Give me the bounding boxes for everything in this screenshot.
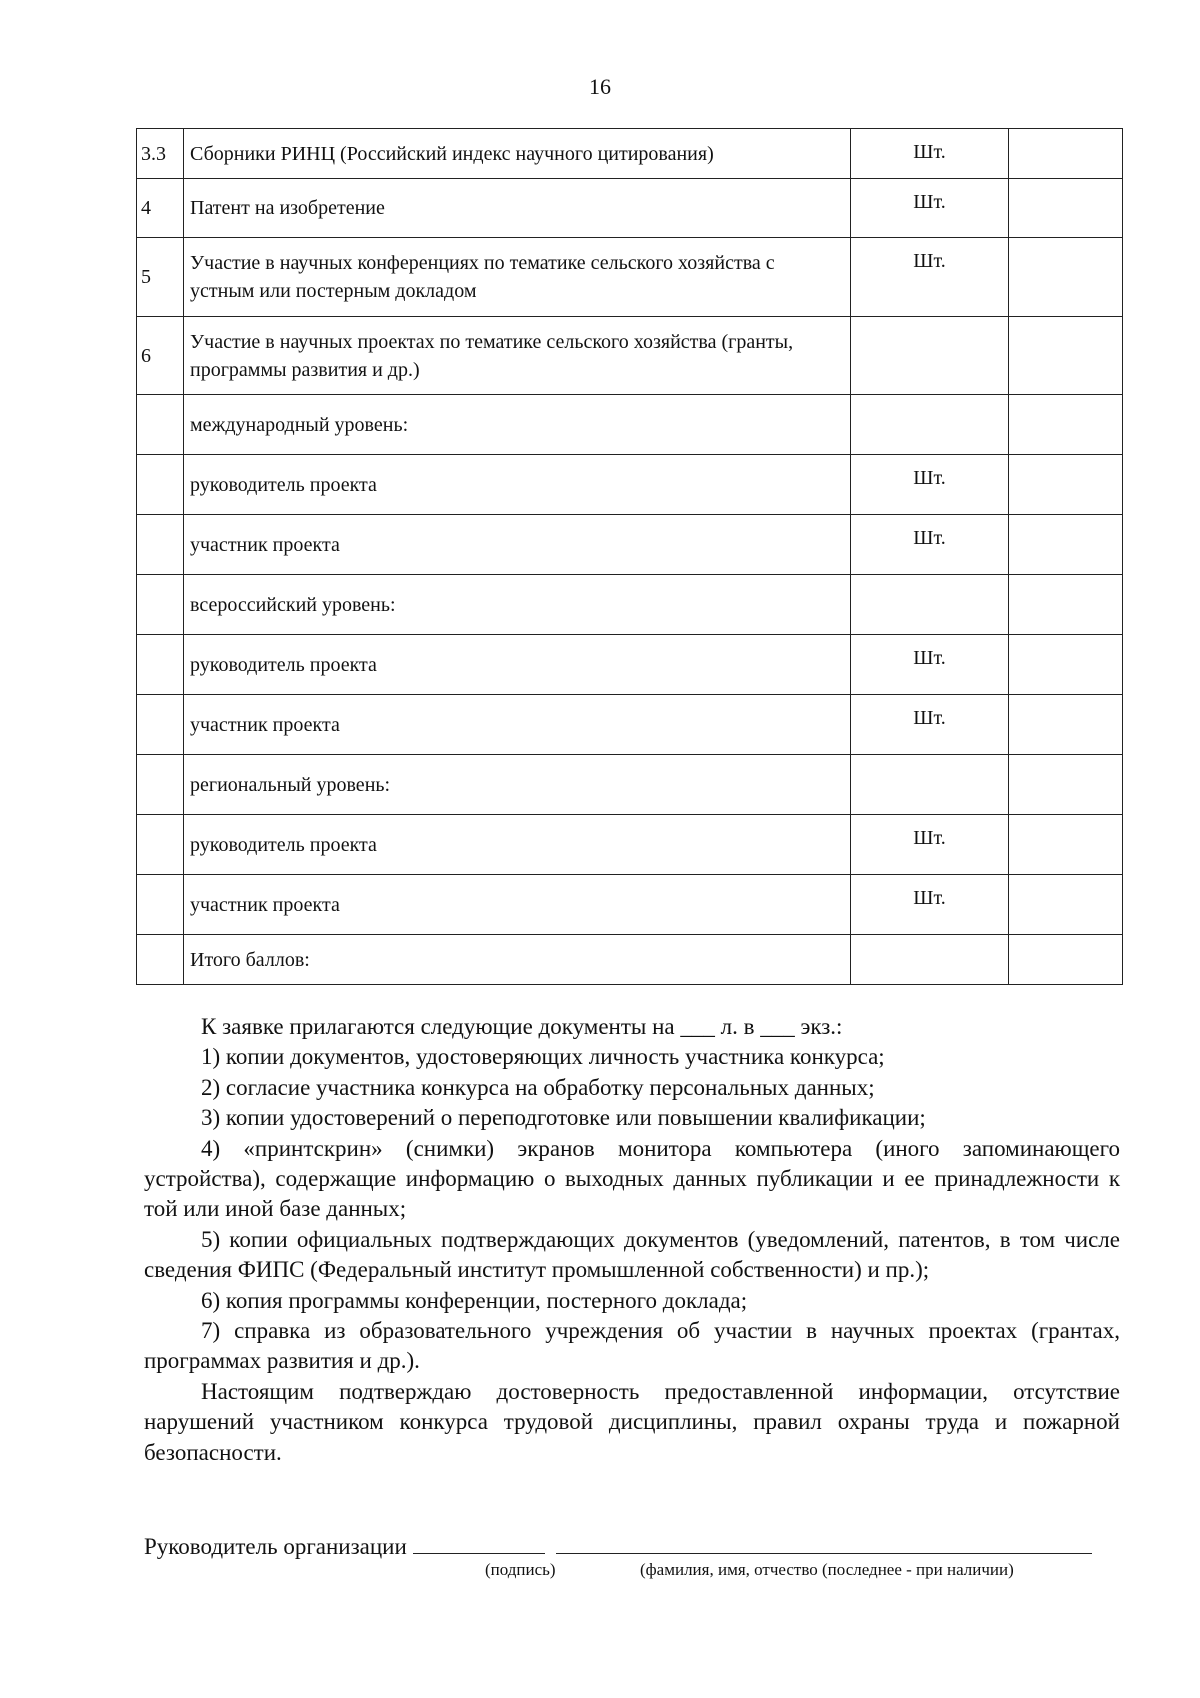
row-unit xyxy=(851,395,1009,455)
table-row xyxy=(137,575,1123,635)
table-row xyxy=(137,755,1123,815)
row-number xyxy=(137,515,184,575)
row-unit: Шт. xyxy=(851,129,1009,179)
row-unit xyxy=(851,575,1009,635)
table-row xyxy=(137,875,1123,935)
table-row xyxy=(137,815,1123,875)
attachment-item: 7) справка из образовательного учреждения об участии в научных проектах (грантах, программах развития и др.). xyxy=(144,1318,1120,1374)
confirmation-text: Настоящим подтверждаю достоверность предоставленной информации, отсутствие нарушений участником конкурса трудовой дисциплины, правил охраны труда и пожарной безопасности. xyxy=(144,1378,1120,1465)
row-label: региональный уровень: xyxy=(184,755,851,815)
row-number xyxy=(137,635,184,695)
value-cell[interactable] xyxy=(1009,455,1123,515)
table-row xyxy=(137,179,1123,238)
table-row xyxy=(137,935,1123,985)
value-cell[interactable] xyxy=(1009,129,1123,179)
attachment-item: 1) копии документов, удостоверяющих личность участника конкурса; xyxy=(201,1044,885,1070)
value-cell[interactable] xyxy=(1009,179,1123,238)
row-number xyxy=(137,815,184,875)
row-label: участник проекта xyxy=(184,695,851,755)
row-number xyxy=(137,575,184,635)
value-cell[interactable] xyxy=(1009,238,1123,317)
value-cell[interactable] xyxy=(1009,815,1123,875)
row-unit: Шт. xyxy=(851,238,1009,317)
row-label: руководитель проекта xyxy=(184,455,851,515)
row-unit: Шт. xyxy=(851,515,1009,575)
row-number: 5 xyxy=(137,238,184,317)
row-unit: Шт. xyxy=(851,179,1009,238)
row-unit: Шт. xyxy=(851,635,1009,695)
row-number: 4 xyxy=(137,179,184,238)
row-unit: Шт. xyxy=(851,455,1009,515)
table-row xyxy=(137,238,1123,317)
attachment-item: 3) копии удостоверений о переподготовке или повышении квалификации; xyxy=(201,1105,926,1131)
row-label: участник проекта xyxy=(184,875,851,935)
row-number: 6 xyxy=(137,317,184,395)
value-cell[interactable] xyxy=(1009,875,1123,935)
signature-field[interactable] xyxy=(413,1531,545,1554)
table-row xyxy=(137,317,1123,395)
row-number xyxy=(137,395,184,455)
value-cell[interactable] xyxy=(1009,635,1123,695)
row-unit xyxy=(851,317,1009,395)
value-cell[interactable] xyxy=(1009,755,1123,815)
attachment-item: 4) «принтскрин» (снимки) экранов монитора компьютера (иного запоминающего устройства), содержащие информацию о выходных данных публикации и ее принадлежности к той или иной базе данных; xyxy=(144,1135,1120,1222)
row-number xyxy=(137,935,184,985)
value-cell[interactable] xyxy=(1009,515,1123,575)
row-label: участник проекта xyxy=(184,515,851,575)
row-unit: Шт. xyxy=(851,815,1009,875)
row-unit: Шт. xyxy=(851,695,1009,755)
signature-line xyxy=(144,1531,1124,1560)
page-number: 16 xyxy=(589,74,611,99)
value-cell[interactable] xyxy=(1009,317,1123,395)
full-name-field[interactable] xyxy=(556,1531,1092,1554)
attachment-item: 6) копия программы конференции, постерного доклада; xyxy=(201,1287,748,1313)
attachment-item: 2) согласие участника конкурса на обработку персональных данных; xyxy=(201,1074,875,1100)
signature-caption: (подпись) xyxy=(485,1560,556,1579)
row-number: 3.3 xyxy=(137,129,184,179)
total-value-cell[interactable] xyxy=(1009,935,1123,985)
row-label: Участие в научных конференциях по тематике сельского хозяйства с устным или постерным докладом xyxy=(184,238,851,317)
row-number xyxy=(137,755,184,815)
table-row xyxy=(137,129,1123,179)
attachments-intro: К заявке прилагаются следующие документы на ___ л. в ___ экз.: xyxy=(201,1014,843,1039)
table-row xyxy=(137,635,1123,695)
score-table xyxy=(136,128,1123,985)
row-unit xyxy=(851,935,1009,985)
row-unit xyxy=(851,755,1009,815)
full-name-caption: (фамилия, имя, отчество (последнее - при наличии) xyxy=(640,1560,1014,1579)
table-row xyxy=(137,695,1123,755)
total-label: Итого баллов: xyxy=(184,935,851,985)
row-number xyxy=(137,455,184,515)
row-label: международный уровень: xyxy=(184,395,851,455)
attachments-section xyxy=(144,1012,1120,1468)
row-label: всероссийский уровень: xyxy=(184,575,851,635)
signature-label: Руководитель организации xyxy=(144,1534,407,1559)
table-row xyxy=(137,455,1123,515)
row-label: руководитель проекта xyxy=(184,815,851,875)
attachment-item: 5) копии официальных подтверждающих документов (уведомлений, патентов, в том числе сведения ФИПС (Федеральный институт промышленной собственности) и пр.); xyxy=(144,1226,1120,1283)
table-row xyxy=(137,515,1123,575)
row-number xyxy=(137,875,184,935)
row-label: Сборники РИНЦ (Российский индекс научного цитирования) xyxy=(184,129,851,179)
table-row xyxy=(137,395,1123,455)
value-cell[interactable] xyxy=(1009,695,1123,755)
row-label: Участие в научных проектах по тематике сельского хозяйства (гранты, программы развития и др.) xyxy=(184,317,851,395)
row-label: Патент на изобретение xyxy=(184,179,851,238)
row-unit: Шт. xyxy=(851,875,1009,935)
row-number xyxy=(137,695,184,755)
value-cell[interactable] xyxy=(1009,395,1123,455)
row-label: руководитель проекта xyxy=(184,635,851,695)
value-cell[interactable] xyxy=(1009,575,1123,635)
